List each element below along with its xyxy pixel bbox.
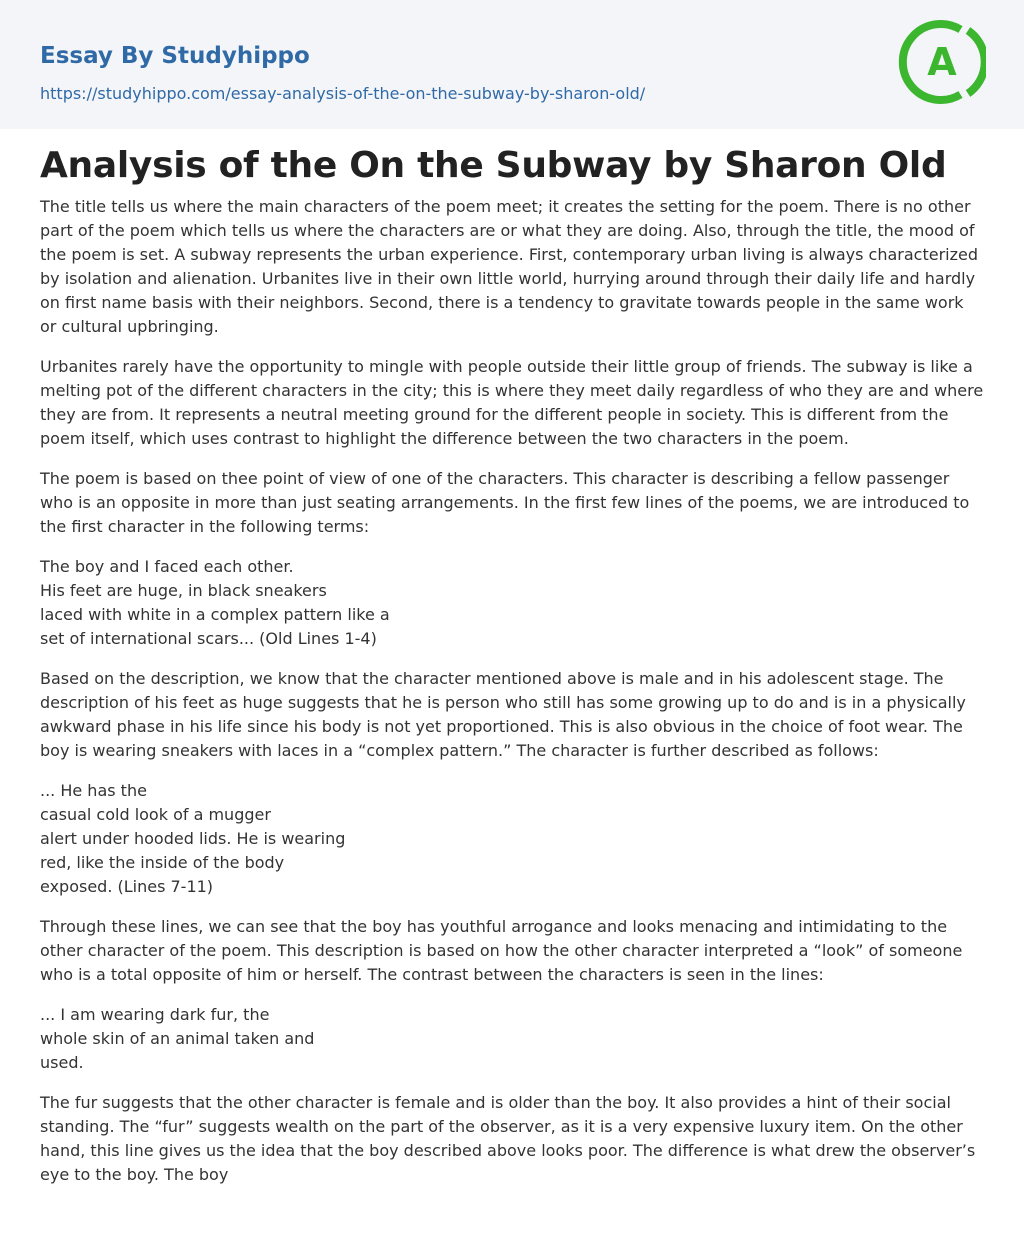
studyhippo-logo-icon[interactable] — [898, 18, 986, 106]
essay-content — [0, 143, 1024, 1187]
paragraph-3: The poem is based on thee point of view of one of the characters. This character is describing a fellow passenger who is an opposite in more than just seating arrangements. In the first few lines of the poems, we are introduced to the first character in the following terms: — [40, 469, 970, 536]
source-url-link[interactable]: https://studyhippo.com/essay-analysis-of-the-on-the-subway-by-sharon-old/ — [40, 84, 646, 103]
brand-title[interactable]: Essay By Studyhippo — [40, 43, 310, 69]
page-title: Analysis of the On the Subway by Sharon Old — [40, 145, 947, 186]
verse-line: set of international scars... (Old Lines 1-4) — [40, 629, 377, 648]
verse-line: ... He has the — [40, 781, 147, 800]
paragraph-6: The fur suggests that the other character is female and is older than the boy. It also provides a hint of their social standing. The “fur” suggests wealth on the part of the observer, as it is a very expensive luxury item. On the other hand, this line gives us the idea that the boy described above looks poor. The difference is what drew the observer’s eye to the boy. The boy — [40, 1093, 976, 1184]
site-header — [0, 0, 1024, 129]
poem-excerpt-2 — [40, 779, 984, 899]
logo-letter: A — [927, 40, 957, 84]
paragraph-5: Through these lines, we can see that the boy has youthful arrogance and looks menacing and intimidating to the other character of the poem. This description is based on how the other character interpreted a “look” of someone who is a total opposite of him or herself. The contrast between the characters is seen in the lines: — [40, 917, 963, 984]
verse-line: The boy and I faced each other. — [40, 557, 294, 576]
paragraph-4: Based on the description, we know that the character mentioned above is male and in his adolescent stage. The description of his feet as huge suggests that he is person who still has some growing up to do and is in a physically awkward phase in his life since his body is not yet proportioned. This is also obvious in the choice of foot wear. The boy is wearing sneakers with laces in a “complex pattern.” The character is further described as follows: — [40, 669, 966, 760]
verse-line: casual cold look of a mugger — [40, 805, 271, 824]
verse-line: used. — [40, 1053, 84, 1072]
verse-line: His feet are huge, in black sneakers — [40, 581, 327, 600]
verse-line: red, like the inside of the body — [40, 853, 285, 872]
poem-excerpt-3 — [40, 1003, 984, 1075]
paragraph-2: Urbanites rarely have the opportunity to mingle with people outside their little group of friends. The subway is like a melting pot of the different characters in the city; this is where they meet daily regardless of who they are and where they are from. It represents a neutral meeting ground for the different people in society. This is different from the poem itself, which uses contrast to highlight the difference between the two characters in the poem. — [40, 357, 984, 448]
verse-line: alert under hooded lids. He is wearing — [40, 829, 346, 848]
verse-line: ... I am wearing dark fur, the — [40, 1005, 270, 1024]
verse-line: exposed. (Lines 7-11) — [40, 877, 214, 896]
verse-line: whole skin of an animal taken and — [40, 1029, 315, 1048]
poem-excerpt-1 — [40, 555, 984, 651]
paragraph-1: The title tells us where the main characters of the poem meet; it creates the setting for the poem. There is no other part of the poem which tells us where the characters are or what they are doing. Also, through the title, the mood of the poem is set. A subway represents the urban experience. First, contemporary urban living is always characterized by isolation and alienation. Urbanites live in their own little world, hurrying around through their daily life and hardly on first name basis with their neighbors. Second, there is a tendency to gravitate towards people in the same work or cultural upbringing. — [40, 197, 979, 336]
verse-line: laced with white in a complex pattern like a — [40, 605, 390, 624]
